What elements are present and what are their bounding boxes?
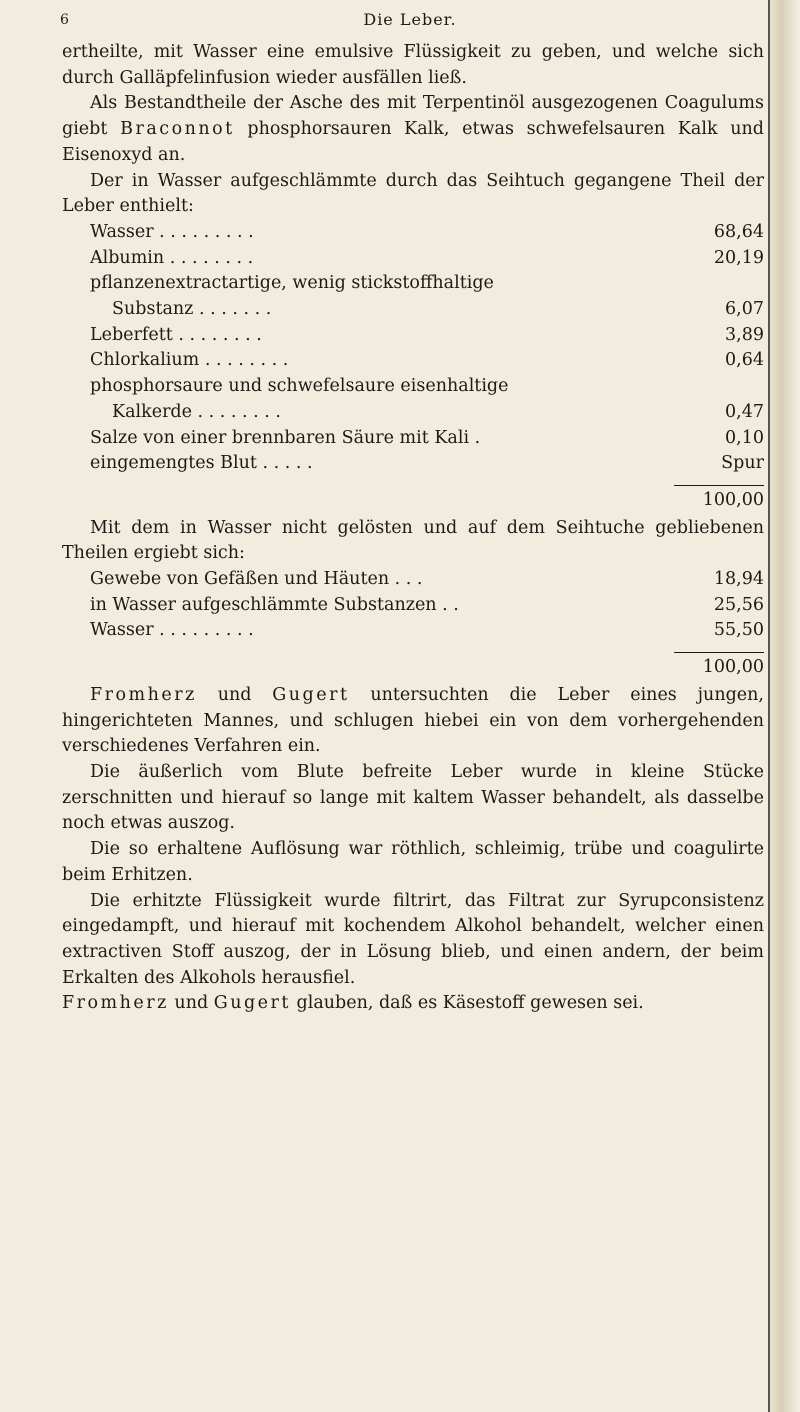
table-row: pflanzenextractartige, wenig stickstoffhaltige — [90, 273, 494, 294]
running-title: Die Leber. — [363, 10, 457, 29]
table-row: Gewebe von Gefäßen und Häuten . . . 18,94 — [90, 569, 764, 590]
author-gugert: Gugert — [272, 684, 350, 705]
ash-text-2: phosphorsauren Kalk, etwas schwefelsauren Kalk und Eisenoxyd an. — [62, 119, 764, 165]
author-fromherz-2: Fromherz — [62, 993, 169, 1014]
table-row: Kalkerde . . . . . . . . 0,47 — [112, 401, 764, 422]
page-header — [60, 8, 760, 36]
composition-table-2 — [62, 567, 764, 683]
page-edge — [768, 0, 800, 1412]
total-row — [62, 644, 764, 683]
fromherz-paragraph: Fromherz und Gugert untersuchten die Leber eines jungen, hingerichteten Mannes, und schlugen hiebei ein von dem vorhergehenden verschiedenes Verfahren ein. — [62, 684, 764, 757]
procedure-paragraph-3: Die erhitzte Flüssigkeit wurde filtrirt, das Filtrat zur Syrupconsistenz eingedampft, und hierauf mit kochendem Alkohol behandelt, welcher einen extractiven Stoff auszog, der in Lösung blieb, und einen andern, der beim Erkalten des Alkohols herausfiel. — [62, 890, 764, 988]
composition-table-1 — [62, 220, 764, 516]
water-paragraph: Der in Wasser aufgeschlämmte durch das Seihtuch gegangene Theil der Leber enthielt: — [62, 170, 764, 217]
intro-line-2: welche sich durch Galläpfelinfusion wieder ausfällen ließ. — [62, 42, 764, 88]
table-row: Substanz . . . . . . . 6,07 — [112, 299, 764, 320]
table-row: phosphorsaure und schwefelsaure eisenhaltige — [90, 376, 509, 397]
table-row: Salze von einer brennbaren Säure mit Kali . 0,10 — [90, 427, 764, 448]
table-row: Wasser . . . . . . . . . 68,64 — [90, 221, 764, 242]
table-row: Chlorkalium . . . . . . . . 0,64 — [90, 350, 764, 371]
total-row — [62, 477, 764, 516]
body-text — [62, 40, 764, 1017]
author-gugert-2: Gugert — [213, 993, 291, 1014]
intro-paragraph — [62, 40, 764, 91]
ash-paragraph — [62, 91, 764, 168]
intro-line-1: ertheilte, mit Wasser eine emulsive Flüssigkeit zu geben, und — [62, 42, 646, 62]
table-row: Wasser . . . . . . . . . 55,50 — [90, 620, 764, 641]
table-row: Leberfett . . . . . . . . 3,89 — [90, 324, 764, 345]
table-1-total: 100,00 — [674, 485, 764, 514]
table-2-total: 100,00 — [674, 652, 764, 681]
conclusion-line: Fromherz und Gugert glauben, daß es Käsestoff gewesen sei. — [62, 993, 644, 1014]
page-number: 6 — [60, 12, 69, 28]
ash-text-1: Als Bestandtheile der Asche des mit Terpentinöl ausgezogenen Coagulums giebt — [62, 93, 764, 140]
table-row: eingemengtes Blut . . . . . Spur — [90, 453, 764, 474]
table-row: Albumin . . . . . . . . 20,19 — [90, 247, 764, 268]
author-fromherz: Fromherz — [90, 684, 197, 705]
procedure-paragraph-1: Die äußerlich vom Blute befreite Leber wurde in kleine Stücke zerschnitten und hierauf so lange mit kaltem Wasser behandelt, als dasselbe noch etwas auszog. — [62, 761, 764, 834]
residue-paragraph: Mit dem in Wasser nicht gelösten und auf dem Seihtuche gebliebenen Theilen ergiebt sich: — [62, 517, 764, 564]
procedure-paragraph-2: Die so erhaltene Auflösung war röthlich, schleimig, trübe und coagulirte beim Erhitzen. — [62, 839, 764, 885]
table-row: in Wasser aufgeschlämmte Substanzen . . 25,56 — [90, 594, 764, 615]
author-braconnot: Braconnot — [120, 119, 235, 140]
